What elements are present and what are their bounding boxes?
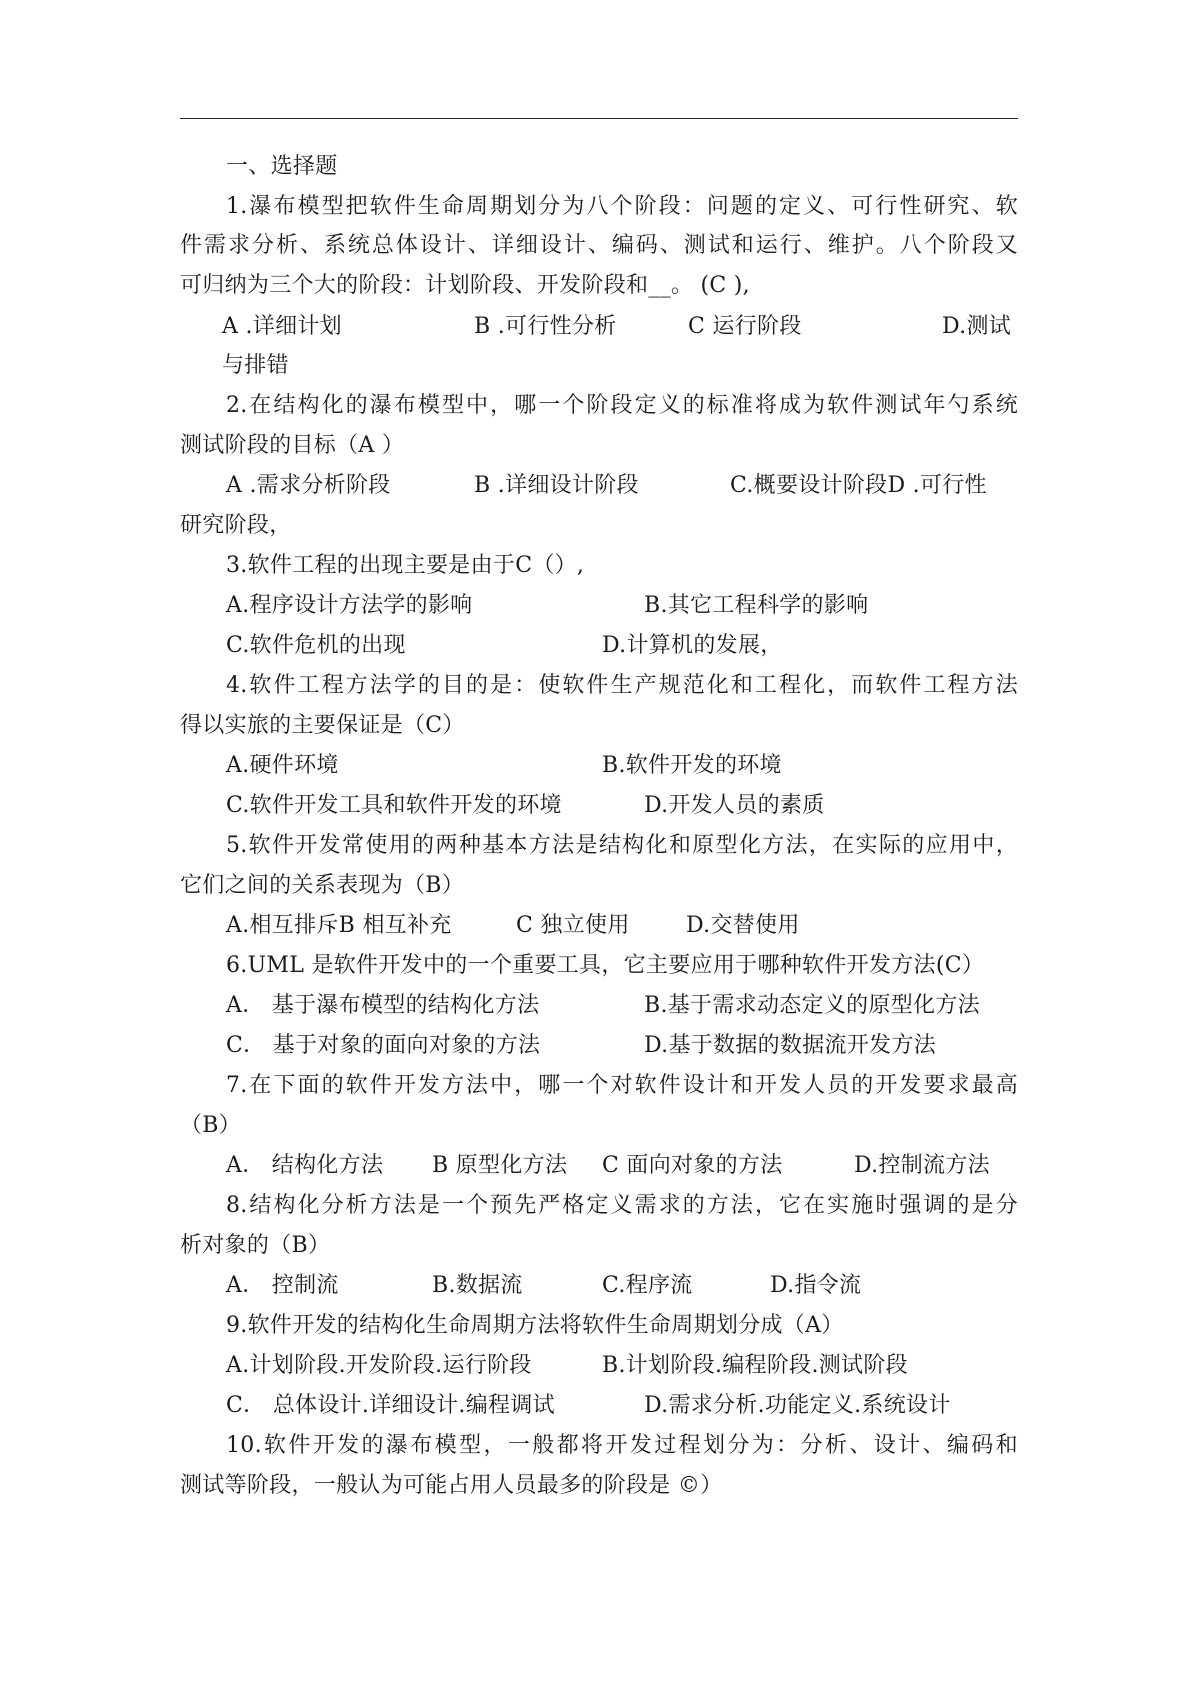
q1-option-d: D.测试 (942, 314, 1012, 339)
q4-option-a: A.硬件环境 (226, 753, 339, 778)
q5-line-2: 它们之间的关系表现为（B） (180, 873, 465, 898)
q3-option-c: C.软件危机的出现 (226, 633, 406, 658)
q5-option-d: D.交替使用 (686, 913, 800, 938)
q2-option-b: B .详细设计阶段 (474, 473, 639, 498)
q5-option-ab: A.相互排斥B 相互补充 (226, 913, 452, 938)
q6-option-d: D.基于数据的数据流开发方法 (644, 1033, 937, 1058)
q4-option-d: D.开发人员的素质 (644, 793, 825, 818)
q3-option-d: D.计算机的发展， (602, 633, 783, 658)
q1-line-2: 件需求分析、系统总体设计、详细设计、编码、测试和运行、维护。八个阶段又 (180, 233, 1018, 258)
q6-line-1: 6.UML 是软件开发中的一个重要工具，它主要应用于哪种软件开发方法(C） (226, 953, 985, 978)
header-rule (180, 118, 1018, 119)
q2-option-c: C.概要设计阶段D .可行性 (730, 473, 987, 498)
q7-line-2: （B） (180, 1113, 242, 1138)
section-title: 一、选择题 (226, 154, 338, 179)
q1-line-1: 1.瀑布模型把软件生命周期划分为八个阶段：问题的定义、可行性研究、软 (226, 194, 1018, 219)
q7-line-1: 7.在下面的软件开发方法中，哪一个对软件设计和开发人员的开发要求最高 (226, 1073, 1018, 1098)
q4-line-1: 4.软件工程方法学的目的是：使软件生产规范化和工程化，而软件工程方法 (226, 673, 1018, 698)
q1-option-c: C 运行阶段 (688, 314, 802, 339)
q5-line-1: 5.软件开发常使用的两种基本方法是结构化和原型化方法，在实际的应用中， (226, 833, 1018, 858)
q4-option-b: B.软件开发的环境 (602, 753, 782, 778)
q8-option-a: A． 控制流 (226, 1273, 339, 1298)
q8-option-c: C.程序流 (602, 1273, 693, 1298)
q1-option-a: A .详细计划 (222, 314, 342, 339)
q3-line-1: 3.软件工程的出现主要是由于C（）, (226, 553, 585, 578)
q6-option-a: A． 基于瀑布模型的结构化方法 (226, 993, 540, 1018)
q9-option-a: A.计划阶段.开发阶段.运行阶段 (226, 1353, 532, 1378)
q8-option-d: D.指令流 (770, 1273, 862, 1298)
q4-line-2: 得以实旅的主要保证是（C） (180, 713, 465, 738)
q7-option-a: A． 结构化方法 (226, 1153, 384, 1178)
q7-option-c: C 面向对象的方法 (602, 1153, 783, 1178)
q2-line-1: 2.在结构化的瀑布模型中，哪一个阶段定义的标准将成为软件测试年勺系统 (226, 393, 1018, 418)
q2-line-2: 测试阶段的目标（A ） (180, 433, 405, 458)
q7-option-d: D.控制流方法 (854, 1153, 990, 1178)
q10-line-2: 测试等阶段，一般认为可能占用人员最多的阶段是 ©） (180, 1473, 723, 1498)
q8-line-2: 析对象的（B） (180, 1233, 331, 1258)
q9-line-1: 9.软件开发的结构化生命周期方法将软件生命周期划分成（A） (226, 1313, 844, 1338)
q7-option-b: B 原型化方法 (432, 1153, 568, 1178)
q2-option-a: A .需求分析阶段 (226, 473, 391, 498)
q2-option-continuation: 研究阶段， (180, 513, 292, 538)
q1-option-continuation: 与排错 (222, 353, 289, 378)
q8-option-b: B.数据流 (432, 1273, 523, 1298)
q8-line-1: 8.结构化分析方法是一个预先严格定义需求的方法，它在实施时强调的是分 (226, 1193, 1018, 1218)
q9-option-d: D.需求分析.功能定义.系统设计 (644, 1393, 951, 1418)
q6-option-b: B.基于需求动态定义的原型化方法 (644, 993, 980, 1018)
q9-option-c: C． 总体设计.详细设计.编程调试 (226, 1393, 555, 1418)
q3-option-a: A.程序设计方法学的影响 (226, 593, 473, 618)
q4-option-c: C.软件开发工具和软件开发的环境 (226, 793, 562, 818)
q5-option-c: C 独立使用 (516, 913, 630, 938)
q9-option-b: B.计划阶段.编程阶段.测试阶段 (602, 1353, 908, 1378)
q6-option-c: C． 基于对象的面向对象的方法 (226, 1033, 541, 1058)
q10-line-1: 10.软件开发的瀑布模型，一般都将开发过程划分为：分析、设计、编码和 (226, 1433, 1018, 1458)
q1-line-3: 可归纳为三个大的阶段：计划阶段、开发阶段和__。 (C ), (180, 273, 750, 298)
q1-option-b: B .可行性分析 (474, 314, 617, 339)
q3-option-b: B.其它工程科学的影响 (644, 593, 869, 618)
